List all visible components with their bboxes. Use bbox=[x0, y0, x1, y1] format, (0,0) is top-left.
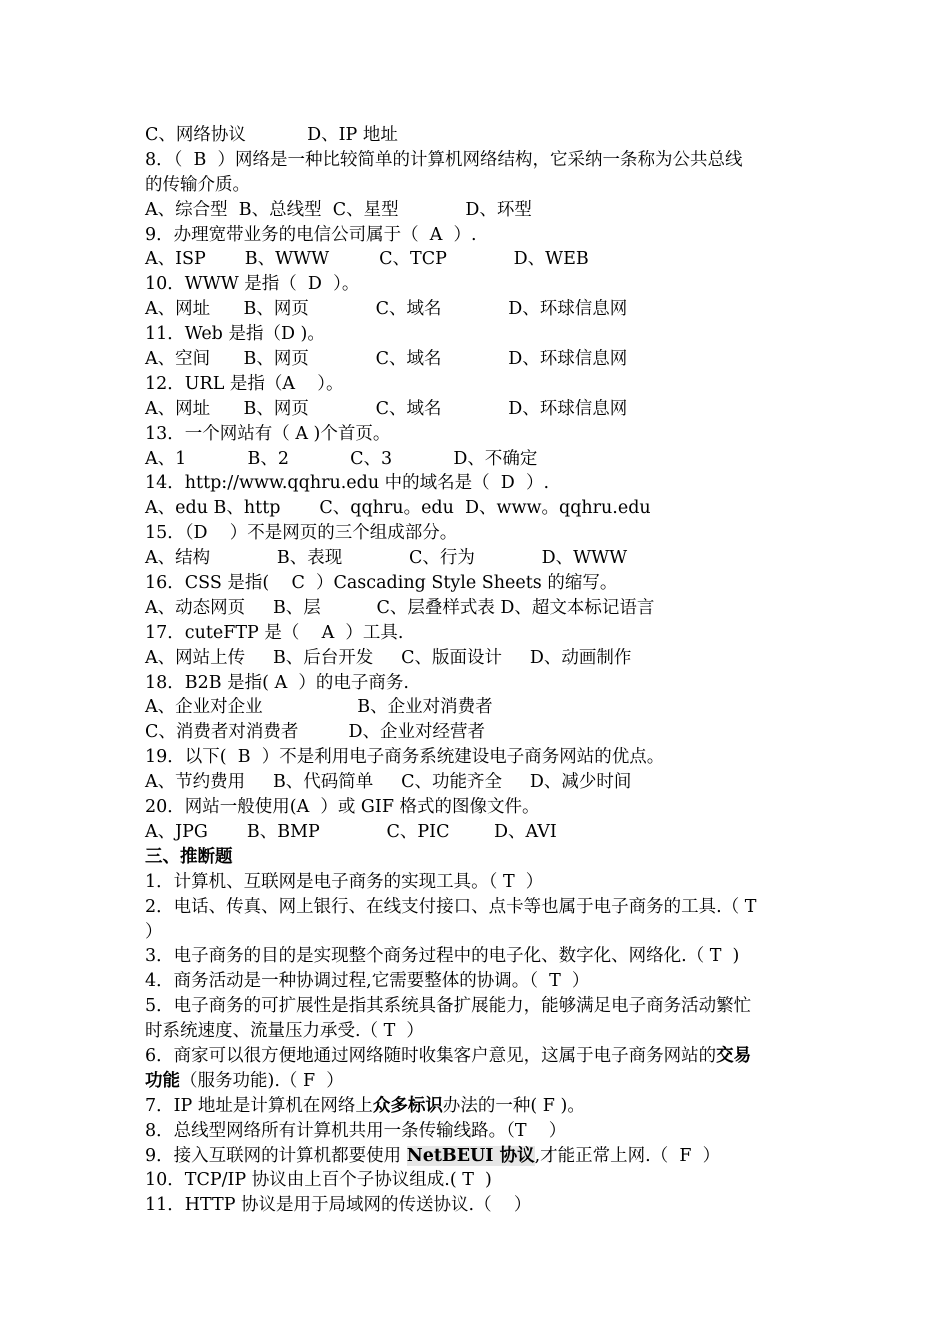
text-run: A、动态网页 B、层 C、层叠样式表 D、超文本标记语言 bbox=[145, 597, 655, 618]
text-run: 18．B2B 是指( A ）的电子商务. bbox=[145, 672, 409, 693]
text-line bbox=[145, 1119, 825, 1144]
bold-text: 功能 bbox=[145, 1070, 180, 1091]
text-run: A、1 B、2 C、3 D、不确定 bbox=[145, 448, 538, 469]
text-line bbox=[145, 297, 825, 322]
text-run: ） bbox=[145, 921, 163, 942]
text-line bbox=[145, 546, 825, 571]
text-line bbox=[145, 447, 825, 472]
text-run: 20．网站一般使用(A ）或 GIF 格式的图像文件。 bbox=[145, 797, 540, 818]
text-line bbox=[145, 845, 825, 870]
text-line bbox=[145, 1193, 825, 1218]
text-run: 1．计算机、互联网是电子商务的实现工具。（ T ） bbox=[145, 871, 544, 892]
text-run: 2．电话、传真、网上银行、在线支付接口、点卡等也属于电子商务的工具.（ T bbox=[145, 896, 757, 917]
text-run: 19．以下( B ）不是利用电子商务系统建设电子商务网站的优点。 bbox=[145, 747, 665, 768]
text-line bbox=[145, 870, 825, 895]
text-run: 7．IP 地址是计算机在网络上 bbox=[145, 1095, 373, 1116]
text-run: 13．一个网站有（ A )个首页。 bbox=[145, 423, 391, 444]
bold-text: 三、推断题 bbox=[145, 846, 233, 867]
text-line bbox=[145, 247, 825, 272]
text-line bbox=[145, 770, 825, 795]
text-run: （服务功能).（ F ） bbox=[180, 1070, 344, 1091]
text-run: 15．（D ）不是网页的三个组成部分。 bbox=[145, 523, 458, 544]
text-line bbox=[145, 1044, 825, 1069]
text-run: A、edu B、http C、qqhru。edu D、www。qqhru.edu bbox=[145, 498, 651, 519]
document-body bbox=[145, 123, 825, 1218]
text-run: A、JPG B、BMP C、PIC D、AVI bbox=[145, 821, 557, 842]
text-run: A、网站上传 B、后台开发 C、版面设计 D、动画制作 bbox=[145, 647, 632, 668]
text-run: 12．URL 是指（A ）。 bbox=[145, 373, 344, 394]
text-line bbox=[145, 994, 825, 1019]
text-line bbox=[145, 646, 825, 671]
text-line bbox=[145, 795, 825, 820]
text-line bbox=[145, 123, 825, 148]
text-run: A、网址 B、网页 C、域名 D、环球信息网 bbox=[145, 299, 628, 320]
text-run: 10．WWW 是指（ D ）。 bbox=[145, 274, 360, 295]
text-line bbox=[145, 272, 825, 297]
text-line bbox=[145, 1019, 825, 1044]
text-run: A、企业对企业 B、企业对消费者 bbox=[145, 697, 493, 718]
text-run: 17．cuteFTP 是（ A ）工具. bbox=[145, 622, 404, 643]
text-line bbox=[145, 571, 825, 596]
text-run: 14．http://www.qqhru.edu 中的域名是（ D ）. bbox=[145, 473, 550, 494]
text-run: C、网络协议 D、IP 地址 bbox=[145, 125, 398, 145]
text-run: A、节约费用 B、代码简单 C、功能齐全 D、减少时间 bbox=[145, 772, 632, 793]
text-run: 10．TCP/IP 协议由上百个子协议组成.( T ) bbox=[145, 1170, 492, 1191]
text-run: 11．HTTP 协议是用于局域网的传送协议.（ ） bbox=[145, 1195, 532, 1216]
text-run: A、结构 B、表现 C、行为 D、WWW bbox=[145, 548, 628, 569]
bold-text: 众多标识 bbox=[372, 1095, 443, 1116]
text-line bbox=[145, 895, 825, 920]
text-line bbox=[145, 920, 825, 945]
text-line bbox=[145, 347, 825, 372]
text-run: 时系统速度、流量压力承受.（ T ） bbox=[145, 1021, 424, 1042]
text-line bbox=[145, 1144, 825, 1169]
text-run: 4．商务活动是一种协调过程,它需要整体的协调。（ T ） bbox=[145, 971, 590, 992]
text-run: 3．电子商务的目的是实现整个商务过程中的电子化、数字化、网络化.（ T ) bbox=[145, 946, 740, 967]
text-line bbox=[145, 621, 825, 646]
text-run: 8．总线型网络所有计算机共用一条传输线路。（T ） bbox=[145, 1120, 567, 1141]
text-line bbox=[145, 671, 825, 696]
text-run: A、空间 B、网页 C、域名 D、环球信息网 bbox=[145, 349, 628, 370]
text-line bbox=[145, 471, 825, 496]
text-line bbox=[145, 745, 825, 770]
text-line bbox=[145, 148, 825, 173]
text-run: 8．（ B ）网络是一种比较简单的计算机网络结构，它采纳一条称为公共总线 bbox=[145, 149, 743, 170]
text-line bbox=[145, 944, 825, 969]
text-line bbox=[145, 173, 825, 198]
text-line bbox=[145, 695, 825, 720]
text-run: 办法的一种( F )。 bbox=[442, 1095, 585, 1116]
bold-text: 交易 bbox=[716, 1045, 752, 1066]
text-line bbox=[145, 1168, 825, 1193]
text-line bbox=[145, 521, 825, 546]
text-run: C、消费者对消费者 D、企业对经营者 bbox=[145, 722, 485, 743]
text-line bbox=[145, 1094, 825, 1119]
bold-text: NetBEUI 协议 bbox=[406, 1145, 535, 1166]
text-run: 11．Web 是指（D )。 bbox=[145, 324, 325, 345]
text-line bbox=[145, 720, 825, 745]
text-line bbox=[145, 496, 825, 521]
text-line bbox=[145, 223, 825, 248]
text-run: 5．电子商务的可扩展性是指其系统具备扩展能力，能够满足电子商务活动繁忙 bbox=[145, 996, 752, 1017]
text-run: A、网址 B、网页 C、域名 D、环球信息网 bbox=[145, 398, 628, 419]
text-run: 的传输介质。 bbox=[145, 174, 250, 195]
text-run: ,才能正常上网.（ F ） bbox=[534, 1145, 721, 1166]
text-line bbox=[145, 1069, 825, 1094]
text-line bbox=[145, 198, 825, 223]
text-run: A、ISP B、WWW C、TCP D、WEB bbox=[145, 249, 589, 270]
text-line bbox=[145, 322, 825, 347]
text-line bbox=[145, 596, 825, 621]
text-line bbox=[145, 372, 825, 397]
text-line bbox=[145, 820, 825, 845]
text-run: 9．接入互联网的计算机都要使用 bbox=[145, 1145, 407, 1166]
text-line bbox=[145, 397, 825, 422]
text-run: 9．办理宽带业务的电信公司属于（ A ）. bbox=[145, 224, 477, 245]
text-line bbox=[145, 969, 825, 994]
text-run: 16．CSS 是指( C ）Cascading Style Sheets 的缩写。 bbox=[145, 573, 618, 594]
text-run: 6．商家可以很方便地通过网络随时收集客户意见，这属于电子商务网站的 bbox=[145, 1045, 717, 1066]
text-run: A、综合型 B、总线型 C、星型 D、环型 bbox=[145, 199, 532, 220]
text-line bbox=[145, 422, 825, 447]
